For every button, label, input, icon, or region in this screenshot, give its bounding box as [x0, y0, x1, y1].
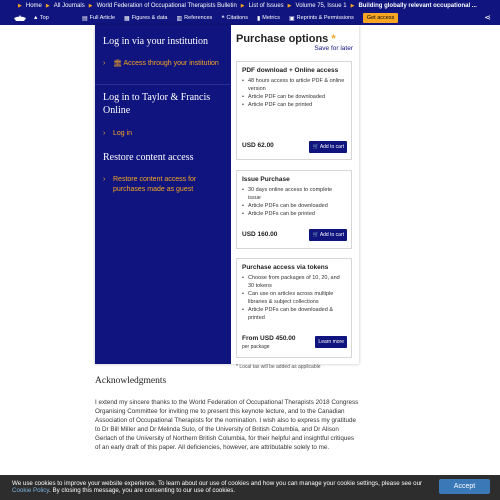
card-features: [242, 77, 346, 109]
card-title: Issue Purchase: [242, 176, 290, 183]
restore-access-link[interactable]: › Restore content access for purchases made as guest: [103, 176, 197, 193]
tax-note: * Local tax will be added as applicable: [236, 364, 321, 370]
feature-item: • Article PDF can be downloaded: [242, 93, 346, 101]
breadcrumb-arrow-icon: ▶: [240, 2, 245, 9]
breadcrumb-article: Building globally relevant occupational ...: [358, 2, 477, 9]
add-to-cart-button[interactable]: 🛒 Add to cart: [309, 229, 347, 241]
divider: [95, 84, 231, 85]
breadcrumb-all-journals[interactable]: All Journals: [53, 2, 85, 9]
purchase-card-pdf: [236, 61, 352, 160]
breadcrumb-arrow-icon: ▶: [350, 2, 355, 9]
feature-item: • 30 days online access to complete issue: [242, 186, 346, 202]
cookie-message: We use cookies to improve your website experience. To learn about our use of cookies and how you can manage your cookie settings, please see our Cookie Policy. By closing this message, you are consenting to our use of cookies.: [12, 480, 423, 495]
cart-icon: 🛒: [312, 232, 319, 238]
reprints-icon: ▣: [289, 15, 295, 22]
feature-item: • Article PDF can be printed: [242, 101, 346, 109]
tool-full-article[interactable]: ▤ Full Article: [82, 15, 116, 22]
get-access-button[interactable]: Get access: [363, 13, 399, 23]
figures-icon: ▦: [124, 15, 130, 22]
tool-figures-data[interactable]: ▦ Figures & data: [124, 15, 168, 22]
card-features: [242, 186, 346, 218]
share-icon[interactable]: ⋖: [484, 13, 491, 22]
login-link[interactable]: › Log in: [103, 130, 133, 137]
access-panel: [95, 25, 359, 370]
feature-item: • Choose from packages of 10, 20, and 30 tokens: [242, 274, 346, 290]
breadcrumb-arrow-icon: ▶: [88, 2, 93, 9]
chevron-right-icon: ›: [103, 60, 106, 67]
feature-item: • Can use on articles across multiple libraries & subject collections: [242, 290, 346, 306]
purchase-options-title: Purchase options *: [236, 33, 336, 45]
purchase-card-tokens: [236, 258, 352, 358]
feature-item: • Article PDFs can be printed: [242, 210, 346, 218]
breadcrumb-arrow-icon: ▶: [18, 2, 22, 9]
cookie-banner: [0, 475, 500, 500]
back-to-top-link[interactable]: ▲ Top: [33, 15, 49, 21]
breadcrumb: [14, 1, 477, 10]
feature-item: • Article PDFs can be downloaded: [242, 202, 346, 210]
institution-access-link[interactable]: › 🏛 Access through your institution: [103, 60, 219, 67]
section-heading: Acknowledgments: [95, 376, 167, 386]
price-unit: per package: [242, 344, 270, 350]
journal-header: [0, 0, 500, 25]
required-star: *: [331, 33, 336, 45]
card-features: [242, 274, 346, 322]
institution-login-heading: Log in via your institution: [103, 36, 208, 47]
add-to-cart-button[interactable]: 🛒 Add to cart: [309, 141, 347, 153]
card-price: USD 62.00: [242, 142, 274, 149]
metrics-icon: ▮: [256, 15, 261, 22]
card-price: USD 160.00: [242, 231, 278, 238]
restore-access-heading: Restore content access: [103, 152, 194, 163]
chevron-right-icon: ›: [103, 130, 106, 137]
learn-more-button[interactable]: Learn more: [315, 336, 347, 348]
article-toolbar: [82, 13, 398, 23]
cart-icon: 🛒: [312, 144, 319, 150]
card-price: From USD 450.00: [242, 335, 296, 342]
taylor-francis-logo-icon[interactable]: [13, 15, 27, 22]
chevron-right-icon: ›: [103, 176, 106, 183]
breadcrumb-issue[interactable]: Volume 75, Issue 1: [295, 2, 347, 9]
card-title: Purchase access via tokens: [242, 264, 329, 271]
breadcrumb-journal[interactable]: World Federation of Occupational Therapists Bulletin: [96, 2, 237, 9]
full-article-icon: ▤: [82, 15, 88, 22]
tf-login-heading: Log in to Taylor & Francis Online: [103, 92, 211, 116]
tool-citations[interactable]: ❝ Citations: [221, 15, 248, 22]
tool-reprints-permissions[interactable]: ▣ Reprints & Permissions: [289, 15, 354, 22]
breadcrumb-home[interactable]: Home: [25, 2, 42, 9]
citations-icon: ❝: [221, 15, 225, 22]
breadcrumb-arrow-icon: ▶: [45, 2, 50, 9]
card-title: PDF download + Online access: [242, 67, 339, 74]
references-icon: ▥: [176, 15, 183, 22]
feature-item: • Article PDFs can be downloaded & printed: [242, 306, 346, 322]
breadcrumb-arrow-icon: ▶: [287, 2, 292, 9]
institution-icon: 🏛: [113, 60, 122, 67]
acknowledgments-text: I extend my sincere thanks to the World Federation of Occupational Therapists 2018 Congress Organising Committee for inviting me to present this keynote lecture, and to the Canadian Association of Occupational Therapists for the nomination. I wish also to express my gratitude to Dr Bill Miller and Dr Melinda Suto, of the University of British Columbia, and Dr Alison Gerlach of the University of Northern British Columbia, for their helpful and insightful critiques of an early draft of this paper. All deficiencies, however, are attributable solely to me.: [95, 399, 359, 451]
tool-metrics[interactable]: ▮ Metrics: [256, 15, 280, 22]
tool-references[interactable]: ▥ References: [176, 15, 213, 22]
accept-cookies-button[interactable]: Accept: [439, 479, 490, 494]
cookie-policy-link[interactable]: Cookie Policy: [12, 487, 50, 495]
purchase-panel: [231, 25, 359, 370]
feature-item: • 48 hours access to article PDF & online version: [242, 77, 346, 93]
breadcrumb-list-of-issues[interactable]: List of Issues: [248, 2, 284, 9]
login-panel: [95, 25, 231, 364]
arrow-up-icon: ▲: [33, 15, 39, 21]
save-for-later-link[interactable]: Save for later: [314, 45, 353, 52]
purchase-card-issue: [236, 170, 352, 249]
